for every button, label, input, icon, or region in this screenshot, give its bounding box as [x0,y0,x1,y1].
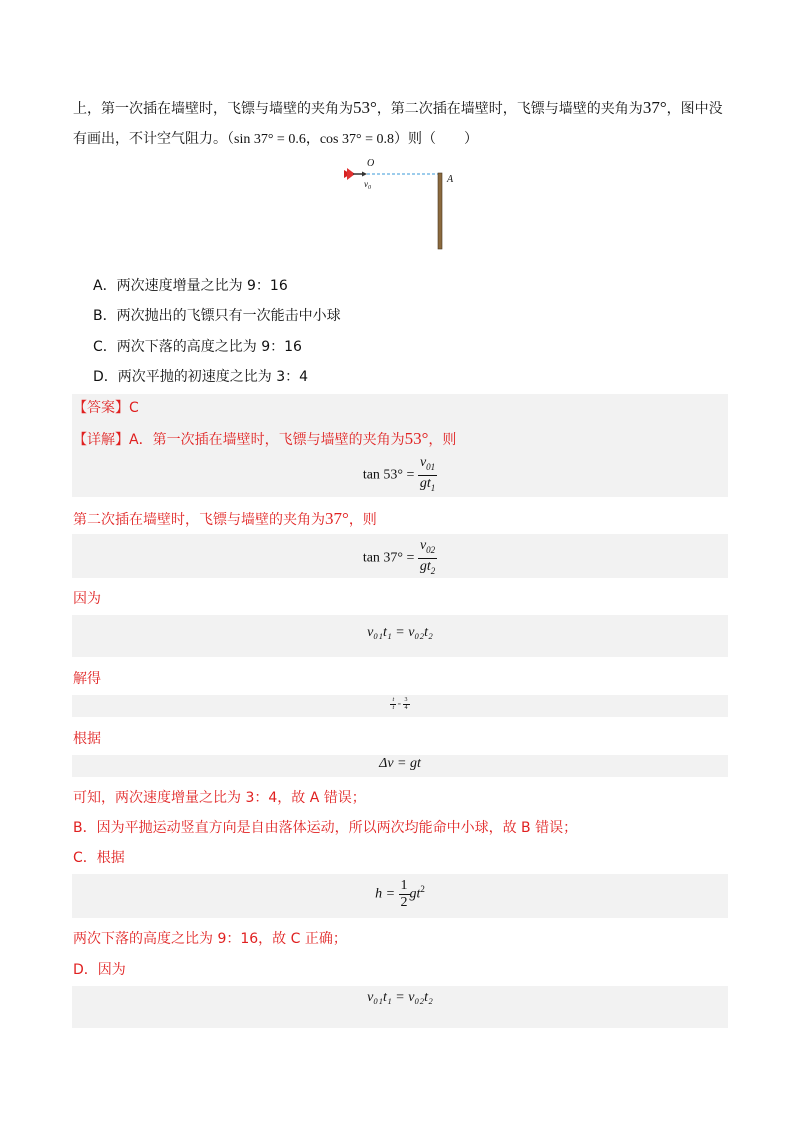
fraction [418,538,437,579]
cos-expression: cos 37° = 0.8 [319,132,394,147]
question-line-1 [73,98,723,119]
label-v0: $v_0$ [364,179,371,191]
option-a: A．两次速度增量之比为 9：16 [93,278,288,294]
frac-den-sub: 1 [430,482,436,493]
according-label: 根据 [73,731,101,747]
formula-v-t: v₀₁t₁ = v₀₂t₂ [367,625,433,640]
option-d: D．两次平抛的初速度之比为 3：4 [93,369,309,385]
formula-rhs: gt [409,886,421,902]
fraction [390,697,396,712]
detail-line-d: D．因为 [73,962,126,978]
frac-num-sub: 01 [426,461,436,472]
question-text: 有画出，不计空气阻力。（ [73,131,234,147]
answer-value: C [129,400,139,416]
detail-text: 第二次插在墙壁时，飞镖与墙壁的夹角为 [73,512,325,528]
conclusion-a: 可知，两次速度增量之比为 3：4，故 A 错误； [73,790,366,806]
frac-num: v [419,538,427,553]
option-b: B．两次抛出的飞镖只有一次能击中小球 [93,308,341,324]
formula-ratio [72,697,728,712]
solve-label: 解得 [73,671,101,687]
question-text: 上，第一次插在墙壁时，飞镖与墙壁的夹角为 [73,101,353,117]
formula-h [72,878,728,911]
detail-line-b: B．因为平抛运动竖直方向是自由落体运动，所以两次均能命中小球，故 B 错误； [73,820,578,836]
frac-num-sub: 02 [426,544,436,555]
frac-num: 1 [400,878,408,893]
detail-label: 【详解】 [73,432,129,448]
equals: = [397,701,402,708]
formula-delta-v: Δv = gt [379,756,421,771]
wall [438,173,442,249]
detail-line-c: C．根据 [73,850,125,866]
question-text: ）则（ ） [394,131,478,147]
because-label: 因为 [73,591,101,607]
detail-text: A．第一次插在墙壁时，飞镖与墙壁的夹角为 [129,432,405,448]
frac-den: 2 [400,895,408,910]
answer-label: 【答案】 [73,400,129,416]
angle-53: 53° [404,429,429,448]
dart-wall-diagram [340,155,470,255]
detail-line-second [73,509,377,530]
question-text: ，第二次插在墙壁时，飞镖与墙壁的夹角为 [376,101,643,117]
frac-num: 3 [404,697,408,703]
sin-expression: sin 37° = 0.6 [234,132,306,147]
option-c: C．两次下落的高度之比为 9：16 [93,339,302,355]
frac-num: v [419,455,427,470]
angle-37: 37° [642,98,667,117]
formula-tan37 [72,538,728,579]
frac-den: gt [419,475,431,491]
question-text: ， [305,131,320,147]
detail-line-a [73,429,456,450]
frac-den: t [392,705,395,711]
formula-tan53 [72,455,728,496]
frac-num: t [392,697,395,703]
label-o: O [367,158,375,169]
formula-lhs: tan 37° = [362,550,415,566]
question-text: ，图中没 [666,101,723,117]
detail-text: ，则 [428,432,457,448]
angle-37: 37° [325,509,349,528]
formula-sup: 2 [420,884,425,895]
formula-lhs: tan 53° = [362,467,415,483]
detail-text: ，则 [348,512,377,528]
fraction [399,878,410,911]
frac-den: gt [419,558,431,574]
question-line-2 [73,129,478,150]
fraction [403,697,410,712]
angle-53: 53° [353,98,377,117]
formula-lhs: h = [375,886,396,902]
conclusion-c: 两次下落的高度之比为 9：16，故 C 正确； [73,931,347,947]
frac-den-sub: 2 [430,565,436,576]
answer-line [73,398,139,418]
fraction [418,455,437,496]
formula-v-t-2: v₀₁t₁ = v₀₂t₂ [367,990,433,1005]
label-a: A [447,174,454,185]
frac-den: 4 [404,705,408,711]
